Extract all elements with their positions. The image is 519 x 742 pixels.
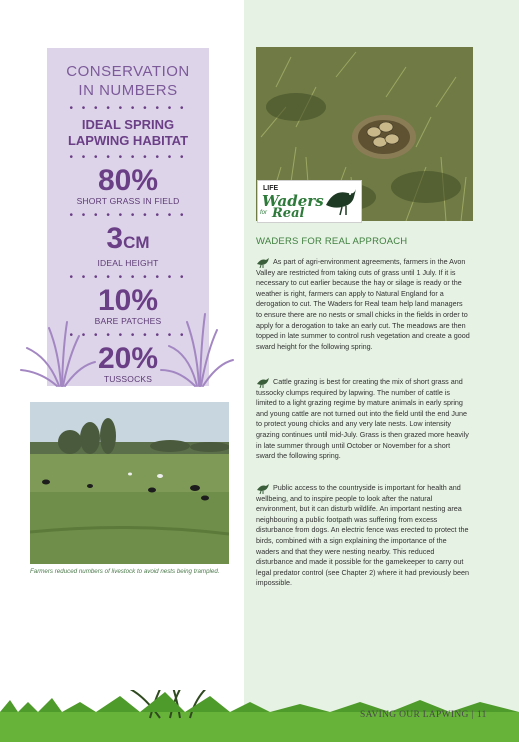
lapwing-bullet-icon	[256, 483, 270, 494]
photo-caption: Farmers reduced numbers of livestock to avoid nests being trampled.	[30, 568, 220, 575]
stats-subtitle-line1: IDEAL SPRING	[81, 117, 175, 132]
stat-label: TUSSOCKS	[103, 374, 153, 384]
logo-for-text: for	[260, 210, 268, 216]
stats-title	[47, 62, 209, 100]
page-number: 11	[476, 710, 487, 720]
stats-subtitle-line2: LAPWING HABITAT	[67, 133, 189, 148]
paragraph	[256, 257, 470, 352]
paragraph-text: As part of agri-environment agreements, farmers in the Avon Valley are restricted from taking cuts of grass until 1 July. If it is necessary to cut earlier because the hay or silage is ready or the weather is right, farmers can apply to Natural England for a derogation to cut. The Waders for Real team help land managers to ensure there are no nests or small chicks in the fields in order to apply for a derogation to take an early cut. The meadows are then topped in late summer to control rush vegetation and create a good sward height for the following spring.	[256, 257, 470, 351]
dot-divider: • • • • • • • • • •	[69, 210, 187, 221]
lapwing-bullet-icon	[256, 377, 270, 388]
logo-life-text: LIFE	[263, 185, 279, 192]
grass-tuft-right-icon	[159, 310, 237, 388]
stat-value: 10%	[97, 284, 159, 317]
footer-title: SAVING OUR LAPWING	[360, 710, 469, 720]
stat-value: 80%	[97, 164, 159, 197]
lapwing-bullet-icon	[256, 257, 270, 268]
dot-divider: • • • • • • • • • •	[69, 152, 187, 163]
stat-value: 3CM	[106, 222, 150, 255]
stat-value: 20%	[97, 342, 159, 375]
dot-divider: • • • • • • • • • •	[69, 272, 187, 283]
paragraph-text: Public access to the countryside is important for health and wellbeing, and to inspire people to look after the natural environment, but it can disturb wildlife. An important nesting area neighbouring a public footpath was suffering from excess disturbance from dogs. An electric fence was erected to protect the birds, combined with a sign explaining the importance of the waders and that they were nesting nearby. This reduced disturbance and made it possible for the gamekeeper to carry out legal predator control (see Chapter 2) where it had previously been impossible.	[256, 483, 469, 588]
paragraph	[256, 483, 470, 589]
dot-divider: • • • • • • • • • •	[69, 330, 187, 341]
footer-separator: |	[471, 710, 474, 720]
grazing-field-photo	[30, 402, 229, 564]
stats-subtitle	[47, 117, 209, 149]
logo-real-text: Real	[272, 206, 305, 221]
dot-divider: • • • • • • • • • •	[69, 103, 187, 114]
lapwing-bird-icon	[322, 185, 358, 217]
stat-label: BARE PATCHES	[94, 316, 162, 326]
stat-label: SHORT GRASS IN FIELD	[76, 196, 180, 206]
conservation-numbers-box	[47, 48, 209, 386]
stats-title-line1: CONSERVATION	[66, 63, 190, 80]
paragraph	[256, 377, 470, 462]
logo-waders-text: Waders	[262, 192, 324, 210]
section-heading: WADERS FOR REAL APPROACH	[256, 236, 408, 247]
stat-label: IDEAL HEIGHT	[97, 258, 159, 268]
grass-tuft-left-icon	[19, 318, 97, 388]
page-footer	[360, 710, 487, 720]
stats-title-line2: IN NUMBERS	[78, 82, 178, 99]
waders-for-real-logo	[257, 180, 362, 223]
paragraph-text: Cattle grazing is best for creating the mix of short grass and tussocky clumps required by lapwing. The number of cattle is limited to a light grazing regime by mature animals in early spring and young cattle are not turned out into the field until the end June to protect young chicks and any very late nests. Low intensity grazing continues until mid-July. Grass is then grazed more heavily in late summer through until October or November for a short sward the following spring.	[256, 377, 469, 461]
